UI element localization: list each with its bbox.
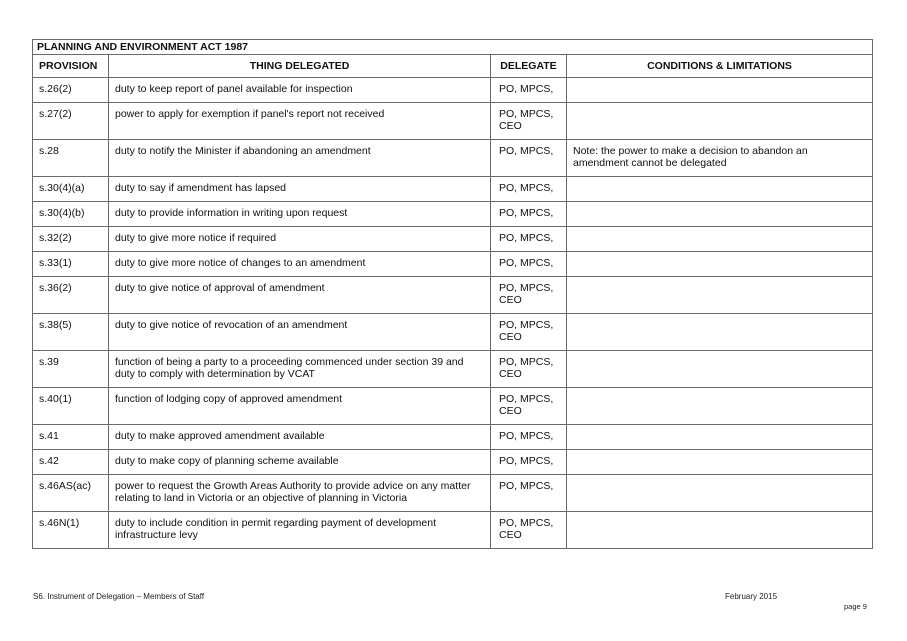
header-provision: PROVISION: [33, 55, 109, 78]
thing-delegated-cell: power to apply for exemption if panel's report not received: [109, 103, 491, 140]
header-delegate: DELEGATE: [491, 55, 567, 78]
delegate-cell: PO, MPCS,: [491, 140, 567, 177]
conditions-cell: [567, 177, 873, 202]
thing-delegated-cell: duty to give more notice if required: [109, 227, 491, 252]
delegate-cell: PO, MPCS,: [491, 252, 567, 277]
provision-cell: s.33(1): [33, 252, 109, 277]
delegate-cell: PO, MPCS, CEO: [491, 512, 567, 549]
conditions-cell: [567, 475, 873, 512]
table-row: [33, 425, 873, 450]
provision-cell: s.42: [33, 450, 109, 475]
table-row: [33, 475, 873, 512]
conditions-cell: [567, 252, 873, 277]
table-row: [33, 140, 873, 177]
thing-delegated-cell: duty to give notice of approval of amendment: [109, 277, 491, 314]
provision-cell: s.39: [33, 351, 109, 388]
table-row: [33, 388, 873, 425]
delegate-cell: PO, MPCS, CEO: [491, 103, 567, 140]
thing-delegated-cell: duty to say if amendment has lapsed: [109, 177, 491, 202]
footer-document-title: S6. Instrument of Delegation – Members of Staff: [33, 592, 205, 601]
delegate-cell: PO, MPCS,: [491, 227, 567, 252]
thing-delegated-cell: duty to notify the Minister if abandoning an amendment: [109, 140, 491, 177]
thing-delegated-cell: duty to include condition in permit regarding payment of development infrastructure levy: [109, 512, 491, 549]
column-header-row: [33, 55, 873, 78]
thing-delegated-cell: duty to make copy of planning scheme available: [109, 450, 491, 475]
table-row: [33, 252, 873, 277]
provision-cell: s.38(5): [33, 314, 109, 351]
thing-delegated-cell: duty to provide information in writing upon request: [109, 202, 491, 227]
table-row: [33, 202, 873, 227]
conditions-cell: [567, 388, 873, 425]
act-title-row: [33, 40, 873, 55]
conditions-cell: Note: the power to make a decision to abandon an amendment cannot be delegated: [567, 140, 873, 177]
provision-cell: s.46N(1): [33, 512, 109, 549]
table-row: [33, 351, 873, 388]
delegation-table: [32, 39, 873, 549]
thing-delegated-cell: duty to make approved amendment available: [109, 425, 491, 450]
act-title: PLANNING AND ENVIRONMENT ACT 1987: [33, 40, 873, 55]
delegate-cell: PO, MPCS, CEO: [491, 277, 567, 314]
thing-delegated-cell: power to request the Growth Areas Authority to provide advice on any matter relating to land in Victoria or an objective of planning in Victoria: [109, 475, 491, 512]
thing-delegated-cell: function of being a party to a proceeding commenced under section 39 and duty to comply with determination by VCAT: [109, 351, 491, 388]
table-row: [33, 314, 873, 351]
conditions-cell: [567, 512, 873, 549]
table-row: [33, 277, 873, 314]
provision-cell: s.26(2): [33, 78, 109, 103]
provision-cell: s.36(2): [33, 277, 109, 314]
conditions-cell: [567, 277, 873, 314]
conditions-cell: [567, 351, 873, 388]
conditions-cell: [567, 227, 873, 252]
provision-cell: s.27(2): [33, 103, 109, 140]
provision-cell: s.41: [33, 425, 109, 450]
thing-delegated-cell: duty to give more notice of changes to an amendment: [109, 252, 491, 277]
delegate-cell: PO, MPCS,: [491, 78, 567, 103]
table-row: [33, 227, 873, 252]
thing-delegated-cell: duty to give notice of revocation of an amendment: [109, 314, 491, 351]
header-conditions: CONDITIONS & LIMITATIONS: [567, 55, 873, 78]
provision-cell: s.28: [33, 140, 109, 177]
footer-date: February 2015: [725, 592, 778, 601]
provision-cell: s.30(4)(b): [33, 202, 109, 227]
provision-cell: s.46AS(ac): [33, 475, 109, 512]
header-thing-delegated: THING DELEGATED: [109, 55, 491, 78]
table-row: [33, 103, 873, 140]
conditions-cell: [567, 425, 873, 450]
delegate-cell: PO, MPCS,: [491, 450, 567, 475]
conditions-cell: [567, 103, 873, 140]
table-row: [33, 78, 873, 103]
delegate-cell: PO, MPCS,: [491, 202, 567, 227]
conditions-cell: [567, 78, 873, 103]
table-row: [33, 512, 873, 549]
delegate-cell: PO, MPCS,: [491, 177, 567, 202]
delegate-cell: PO, MPCS, CEO: [491, 351, 567, 388]
delegate-cell: PO, MPCS,: [491, 475, 567, 512]
thing-delegated-cell: function of lodging copy of approved amendment: [109, 388, 491, 425]
provision-cell: s.30(4)(a): [33, 177, 109, 202]
delegate-cell: PO, MPCS, CEO: [491, 314, 567, 351]
delegate-cell: PO, MPCS,: [491, 425, 567, 450]
page-number: page 9: [844, 602, 867, 611]
delegate-cell: PO, MPCS, CEO: [491, 388, 567, 425]
table-row: [33, 450, 873, 475]
thing-delegated-cell: duty to keep report of panel available for inspection: [109, 78, 491, 103]
table-row: [33, 177, 873, 202]
conditions-cell: [567, 202, 873, 227]
conditions-cell: [567, 450, 873, 475]
conditions-cell: [567, 314, 873, 351]
provision-cell: s.32(2): [33, 227, 109, 252]
provision-cell: s.40(1): [33, 388, 109, 425]
